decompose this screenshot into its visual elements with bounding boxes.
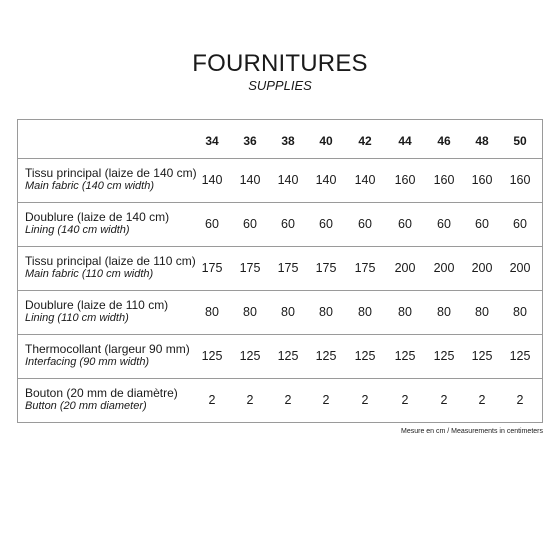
row-divider — [18, 290, 542, 291]
table-cell: 140 — [277, 173, 299, 187]
table-cell: 125 — [471, 349, 493, 363]
size-header-50: 50 — [513, 134, 527, 148]
table-row — [18, 246, 542, 290]
table-cell: 2 — [208, 393, 216, 407]
table-cell: 60 — [358, 217, 372, 231]
row-label — [25, 166, 205, 193]
table-cell: 2 — [401, 393, 409, 407]
table-cell: 2 — [322, 393, 330, 407]
row-label — [25, 210, 205, 237]
row-label — [25, 386, 205, 413]
table-cell: 2 — [361, 393, 369, 407]
table-row — [18, 158, 542, 202]
row-label-english: Interfacing (90 mm width) — [25, 356, 150, 368]
table-cell: 175 — [315, 261, 337, 275]
table-cell: 60 — [243, 217, 257, 231]
table-cell: 80 — [243, 305, 257, 319]
table-cell: 2 — [516, 393, 524, 407]
size-header-row — [18, 120, 542, 158]
table-cell: 60 — [437, 217, 451, 231]
table-cell: 140 — [354, 173, 376, 187]
row-divider — [18, 246, 542, 247]
page-subtitle: SUPPLIES — [248, 78, 312, 93]
table-cell: 200 — [509, 261, 531, 275]
table-cell: 60 — [513, 217, 527, 231]
table-cell: 2 — [246, 393, 254, 407]
row-label-french: Tissu principal (laize de 110 cm) — [25, 254, 196, 268]
row-divider — [18, 158, 542, 159]
table-cell: 140 — [201, 173, 223, 187]
table-cell: 125 — [509, 349, 531, 363]
table-row — [18, 378, 542, 422]
row-label-english: Lining (110 cm width) — [25, 312, 129, 324]
table-cell: 125 — [201, 349, 223, 363]
table-cell: 160 — [509, 173, 531, 187]
table-cell: 80 — [358, 305, 372, 319]
size-header-34: 34 — [205, 134, 219, 148]
size-header-40: 40 — [319, 134, 333, 148]
row-divider — [18, 202, 542, 203]
table-cell: 140 — [239, 173, 261, 187]
row-divider — [18, 334, 542, 335]
table-cell: 175 — [201, 261, 223, 275]
table-cell: 60 — [398, 217, 412, 231]
row-label-french: Bouton (20 mm de diamètre) — [25, 386, 178, 400]
row-divider — [18, 378, 542, 379]
row-label-french: Doublure (laize de 140 cm) — [25, 210, 170, 224]
row-label — [25, 298, 205, 325]
row-label-english: Main fabric (140 cm width) — [25, 180, 154, 192]
table-cell: 125 — [354, 349, 376, 363]
table-cell: 140 — [315, 173, 337, 187]
table-cell: 80 — [437, 305, 451, 319]
size-header-38: 38 — [281, 134, 295, 148]
table-cell: 160 — [433, 173, 455, 187]
table-cell: 60 — [205, 217, 219, 231]
table-cell: 2 — [478, 393, 486, 407]
table-cell: 125 — [239, 349, 261, 363]
table-cell: 80 — [319, 305, 333, 319]
table-cell: 60 — [319, 217, 333, 231]
table-cell: 125 — [277, 349, 299, 363]
table-cell: 80 — [281, 305, 295, 319]
table-cell: 2 — [440, 393, 448, 407]
supplies-table — [17, 119, 543, 423]
table-cell: 160 — [471, 173, 493, 187]
page-title: FOURNITURES — [192, 50, 368, 77]
table-cell: 125 — [315, 349, 337, 363]
row-label-french: Tissu principal (laize de 140 cm) — [25, 166, 197, 180]
table-cell: 200 — [433, 261, 455, 275]
table-row — [18, 334, 542, 378]
size-header-46: 46 — [437, 134, 451, 148]
table-cell: 125 — [433, 349, 455, 363]
table-cell: 2 — [284, 393, 292, 407]
size-header-48: 48 — [475, 134, 489, 148]
table-cell: 80 — [205, 305, 219, 319]
table-cell: 60 — [475, 217, 489, 231]
table-row — [18, 290, 542, 334]
row-label-french: Doublure (laize de 110 cm) — [25, 298, 169, 312]
size-header-44: 44 — [398, 134, 412, 148]
size-header-36: 36 — [243, 134, 257, 148]
table-cell: 200 — [394, 261, 416, 275]
table-cell: 200 — [471, 261, 493, 275]
row-label-english: Button (20 mm diameter) — [25, 400, 147, 412]
row-label-english: Main fabric (110 cm width) — [25, 268, 154, 280]
table-cell: 80 — [475, 305, 489, 319]
row-label-english: Lining (140 cm width) — [25, 224, 130, 236]
row-label — [25, 254, 205, 281]
table-cell: 175 — [239, 261, 261, 275]
table-cell: 160 — [394, 173, 416, 187]
table-cell: 60 — [281, 217, 295, 231]
table-cell: 125 — [394, 349, 416, 363]
table-cell: 80 — [513, 305, 527, 319]
size-header-42: 42 — [358, 134, 372, 148]
row-label-french: Thermocollant (largeur 90 mm) — [25, 342, 190, 356]
table-cell: 175 — [354, 261, 376, 275]
table-row — [18, 202, 542, 246]
table-cell: 80 — [398, 305, 412, 319]
row-label — [25, 342, 205, 369]
table-cell: 175 — [277, 261, 299, 275]
measurement-note: Mesure en cm / Measurements in centimeters — [401, 428, 543, 435]
